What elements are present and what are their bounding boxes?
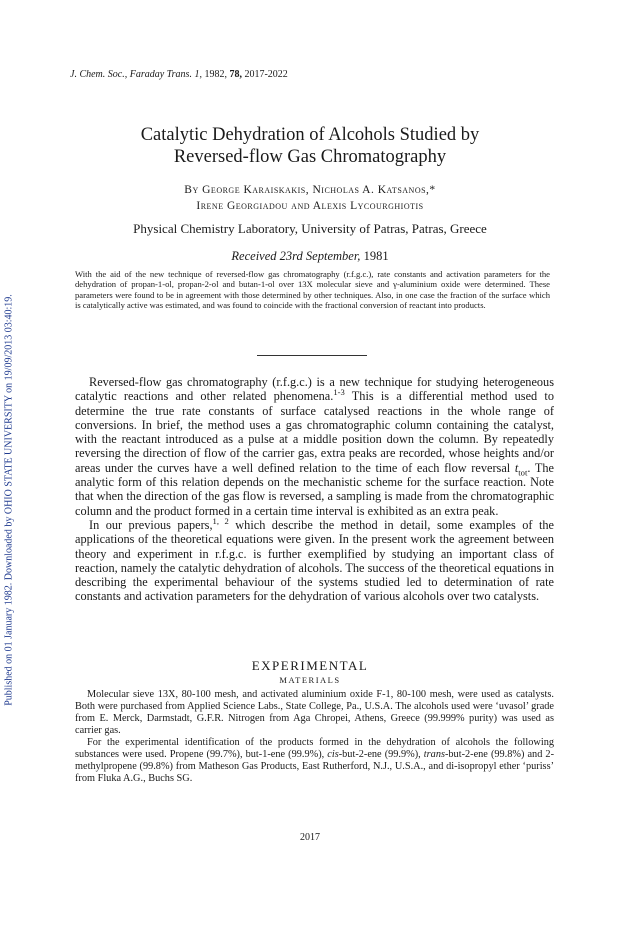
- affiliation: Physical Chemistry Laboratory, University of Patras, Patras, Greece: [133, 221, 487, 236]
- download-notice-text: Published on 01 January 1982. Downloaded by OHIO STATE UNIVERSITY on 19/09/2013 03:40:19.: [3, 294, 15, 706]
- paper-title: [60, 124, 560, 168]
- intro-p1-text-b: This is a differential method used to determine the true rate constants of surface catalysed reactions in the whole range of conversions. In brief, the method uses a gas chromatographic column containing the catalyst, with the reactant introduced as a pulse at a middle position down the column. By repeatedly reversing the direction of flow of the carrier gas, extra peaks are recorded, whose heights and/or areas under the curves have a well defined relation to the time of each flow reversal: [75, 389, 554, 475]
- introduction: [75, 375, 554, 604]
- materials-paragraph-2: [75, 737, 554, 785]
- intro-p1-symbol: t: [514, 460, 519, 475]
- journal-name: J. Chem. Soc., Faraday Trans. 1,: [70, 69, 202, 80]
- title-line-1: Catalytic Dehydration of Alcohols Studied by: [140, 125, 480, 145]
- intro-p1-text-a: Reversed-flow gas chromatography (r.f.g.c.) is a new technique for studying heterogeneous catalytic reactions and other related phenomena.: [75, 375, 554, 404]
- page-number: 2017: [300, 832, 320, 843]
- authors-by: By: [184, 184, 199, 196]
- download-notice: [2, 160, 16, 840]
- materials-p2-text-c: -but-2-ene (99.8%) and 2-methylpropene (99.8%) from Matheson Gas Products, East Rutherford, N.J., U.S.A., and di-isopropyl ether ‘puriss’ from Fluka A.G., Buchs SG.: [75, 749, 554, 784]
- journal-year: 1982,: [204, 69, 227, 80]
- materials-p2-trans: trans: [423, 749, 445, 760]
- intro-paragraph-2: [75, 515, 554, 604]
- authors-line-2: Irene Georgiadou and Alexis Lycourghiotis: [196, 200, 424, 212]
- intro-p2-text-a: In our previous papers,: [89, 517, 213, 532]
- author-list: [60, 182, 560, 214]
- intro-p2-text-b: which describe the method in detail, some examples of the applications of the theoretical equations were given. In the present work the agreement between theory and experiment in r.f.g.c. is further exemplified by studying an important class of reaction, namely the catalytic dehydration of alcohols. The success of the theoretical equations in describing the experimental behaviour of the systems studied led to determination of rate constants and activation parameters for the dehydration of various alcohols over two catalysts.: [75, 517, 554, 604]
- received-year: 1981: [363, 249, 389, 263]
- intro-p1-text-c: . The analytic form of this relation depends on the mechanistic scheme for the surface reaction. Note that when the direction of the gas flow is reversed, a sampling is made from the chromatographic column and the product formed in a certain time interval is exhibited as an extra peak.: [75, 460, 554, 518]
- received-label: Received: [231, 249, 277, 263]
- received-day: 23rd September,: [279, 249, 361, 263]
- separator-rule: [257, 355, 367, 356]
- section-heading: EXPERIMENTAL: [251, 658, 369, 673]
- abstract: With the aid of the new technique of reversed-flow gas chromatography (r.f.g.c.), rate constants and activation parameters for the dehydration of propan-1-ol, propan-2-ol and butan-1-ol over 13X molecular sieve and γ-aluminium oxide were determined. These parameters were found to be in agreement with those determined by other techniques. Also, in one case the fraction of the surface which is catalytically active was estimated, and was found to coincide with the fractional conversion of reactant into products.: [75, 269, 550, 311]
- journal-citation: [70, 69, 288, 80]
- materials-p2-text-a: For the experimental identification of the products formed in the dehydration of alcohols the following substances were used. Propene (99.7%), but-1-ene (99.9%),: [75, 737, 554, 760]
- materials-paragraph-1: Molecular sieve 13X, 80-100 mesh, and activated aluminium oxide F-1, 80-100 mesh, were used as catalysts. Both were purchased from Applied Science Labs., State College, Pa., U.S.A. The alcohols used were ‘uvasol’ grade from E. Merck, Darmstadt, G.F.R. Nitrogen from Aga Chropei, Athens, Greece (99.999% purity) was used as carrier gas.: [75, 689, 554, 736]
- journal-pages: 2017-2022: [244, 69, 288, 80]
- materials-p2-text-b: -but-2-ene (99.9%),: [338, 749, 424, 760]
- intro-p1-reference: 1-3: [333, 387, 345, 398]
- intro-paragraph-1: [75, 375, 554, 518]
- received-date: [60, 249, 560, 264]
- title-line-2: Reversed-flow Gas Chromatography: [173, 147, 447, 167]
- materials-p2-cis: cis: [327, 749, 339, 760]
- subsection-heading: MATERIALS: [279, 675, 341, 685]
- intro-p2-reference: 1, 2: [212, 515, 229, 526]
- intro-p1-subscript: tot: [518, 467, 528, 478]
- authors-names-1: George Karaiskakis, Nicholas A. Katsanos,*: [202, 184, 436, 196]
- materials-section: [75, 689, 554, 785]
- journal-volume: 78,: [229, 69, 242, 80]
- authors-line-1: [60, 182, 560, 198]
